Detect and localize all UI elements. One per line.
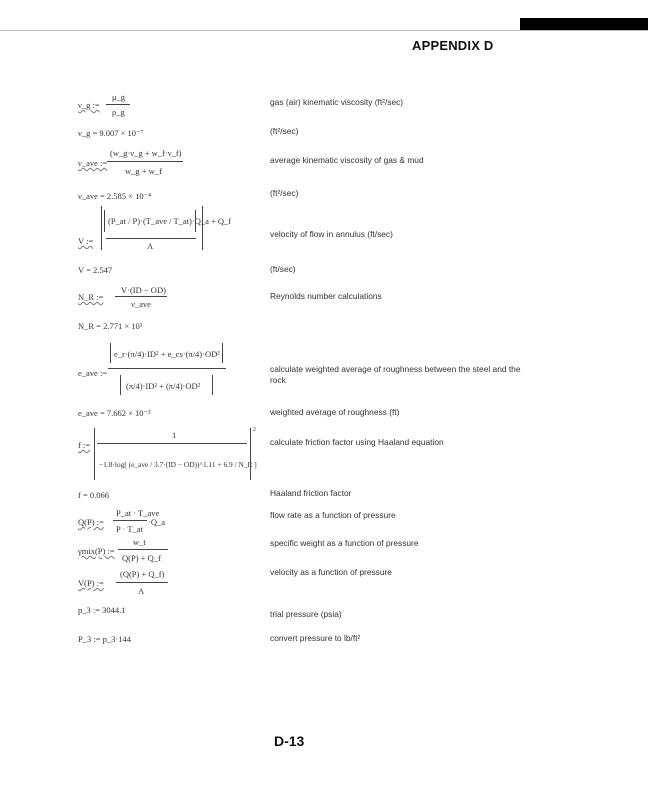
desc-flow-rate: flow rate as a function of pressure bbox=[270, 510, 396, 520]
desc-haaland-calc: calculate friction factor using Haaland equation bbox=[270, 437, 444, 447]
eq-trial-pressure: p_3 := 3044.1 bbox=[78, 605, 126, 615]
header-black-bar bbox=[520, 18, 648, 30]
desc-roughness-ft: weighted average of roughness (ft) bbox=[270, 407, 400, 417]
desc-specific-weight: specific weight as a function of pressure bbox=[270, 538, 419, 548]
desc-weighted-roughness: calculate weighted average of roughness between the steel and the rock bbox=[270, 364, 521, 385]
header-rule bbox=[0, 30, 648, 31]
desc-reynolds: Reynolds number calculations bbox=[270, 291, 382, 301]
eq-reynolds-value: N_R = 2.771 × 10³ bbox=[78, 321, 143, 331]
eq-friction-factor-value: f = 0.066 bbox=[78, 490, 109, 500]
appendix-title: APPENDIX D bbox=[412, 38, 494, 53]
eq-roughness-value: e_ave = 7.662 × 10⁻³ bbox=[78, 408, 151, 418]
desc-gas-viscosity: gas (air) kinematic viscosity (ft²/sec) bbox=[270, 97, 404, 107]
desc-units-1: (ft²/sec) bbox=[270, 126, 299, 136]
desc-haaland-factor: Haaland friction factor bbox=[270, 488, 352, 498]
eq-gas-viscosity-value: ν_g = 9.007 × 10⁻⁷ bbox=[78, 128, 144, 138]
desc-units-3: (ft/sec) bbox=[270, 264, 296, 274]
eq-velocity-value: V = 2.547 bbox=[78, 265, 113, 275]
desc-units-2: (ft²/sec) bbox=[270, 188, 299, 198]
page-number: D-13 bbox=[274, 733, 305, 749]
desc-velocity-pressure: velocity as a function of pressure bbox=[270, 567, 392, 577]
desc-velocity-annulus: velocity of flow in annulus (ft/sec) bbox=[270, 229, 393, 239]
eq-avg-viscosity-value: ν_ave = 2.585 × 10⁻⁴ bbox=[78, 191, 152, 201]
eq-convert-pressure: P_3 := p_3·144 bbox=[78, 634, 131, 644]
desc-avg-viscosity: average kinematic viscosity of gas & mud bbox=[270, 155, 424, 165]
desc-trial-pressure: trial pressure (psia) bbox=[270, 609, 342, 619]
desc-convert-pressure: convert pressure to lb/ft² bbox=[270, 633, 361, 643]
